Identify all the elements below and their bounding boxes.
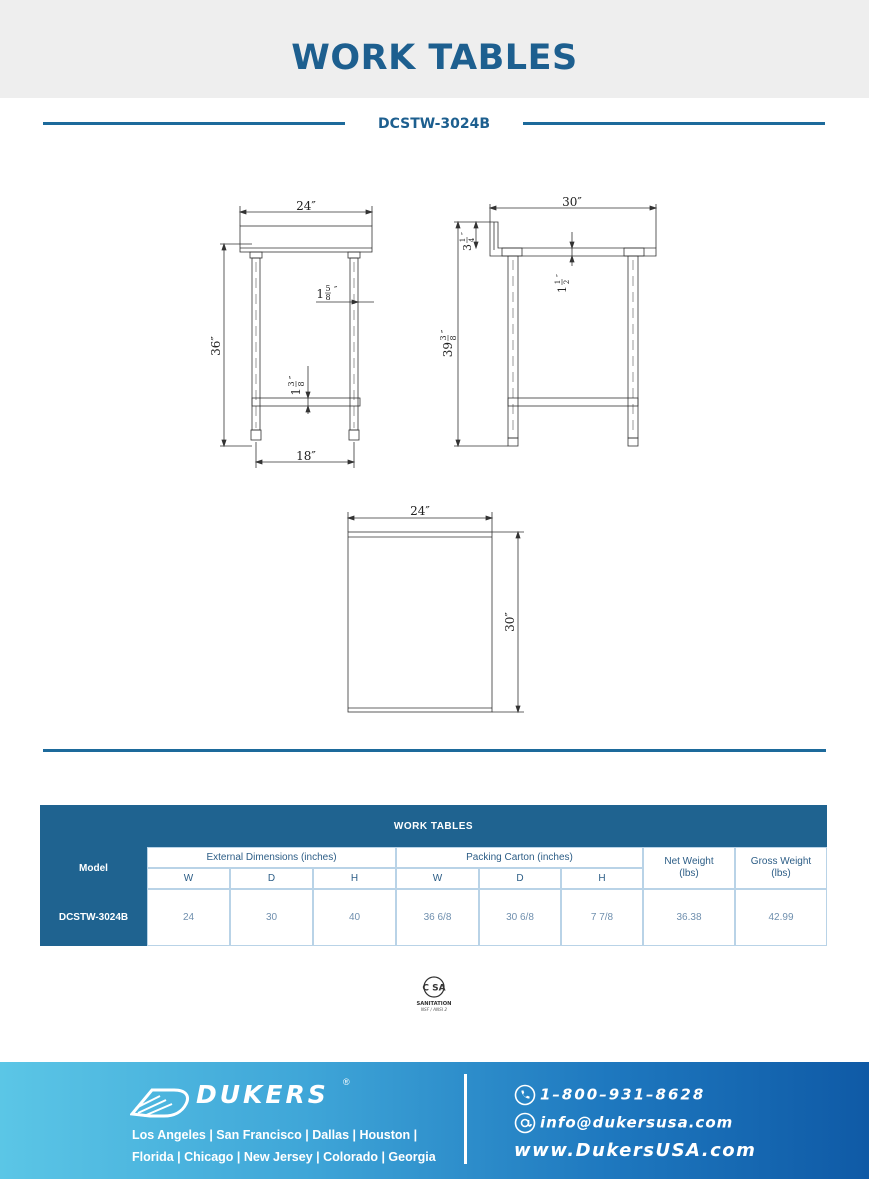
row-gross-weight: 42.99	[735, 889, 827, 946]
model-header: Model	[40, 847, 147, 889]
front-lower-dim-num: 3	[287, 381, 296, 387]
front-width-label: 24″	[296, 199, 316, 213]
side-height-whole: 39	[441, 342, 455, 358]
external-dimensions-header: External Dimensions (inches)	[147, 847, 396, 868]
footer-separator	[464, 1074, 467, 1164]
side-gap-num: 1	[554, 279, 562, 285]
page-title: WORK TABLES	[291, 38, 578, 78]
row-ext-d: 30	[230, 889, 313, 946]
phone-contact[interactable]	[514, 1084, 705, 1106]
front-upper-dim-num: 5	[325, 284, 331, 293]
front-height-label: 36″	[209, 336, 223, 356]
sub-header-ext-w: W	[147, 868, 230, 889]
sub-header-carton-d: D	[479, 868, 561, 889]
side-splash-unit: ″	[460, 232, 469, 235]
side-gap-den: 2	[563, 279, 571, 285]
packing-carton-header: Packing Carton (inches)	[396, 847, 643, 868]
section-divider	[43, 749, 826, 752]
email-address: info@dukersusa.com	[540, 1113, 734, 1132]
side-height-unit: ″	[441, 329, 451, 333]
side-splash-whole: 3	[461, 244, 474, 251]
row-ext-h: 40	[313, 889, 396, 946]
sub-header-carton-w: W	[396, 868, 479, 889]
top-depth-label: 30″	[503, 612, 517, 632]
front-leg-span-label: 18″	[296, 449, 316, 463]
side-gap-unit: ″	[555, 274, 564, 277]
side-gap-whole: 1	[556, 286, 569, 293]
net-weight-header: Net Weight (lbs)	[643, 847, 735, 889]
front-lower-dim-whole: 1	[289, 388, 303, 396]
spec-table	[40, 805, 827, 946]
side-splash-den: 4	[468, 237, 476, 243]
front-lower-dim-den: 8	[297, 381, 306, 387]
brand-name: DUKERS	[196, 1080, 329, 1109]
locations-line-1: Los Angeles | San Francisco | Dallas | Houston |	[132, 1128, 418, 1142]
front-lower-dim-unit: ″	[289, 375, 299, 379]
side-height-dim	[439, 329, 458, 357]
at-sign-icon	[514, 1112, 536, 1134]
registered-mark: ®	[343, 1077, 350, 1087]
row-net-weight: 36.38	[643, 889, 735, 946]
email-contact[interactable]	[514, 1112, 733, 1134]
row-carton-w: 36 6/8	[396, 889, 479, 946]
gross-weight-header: Gross Weight (lbs)	[735, 847, 827, 889]
front-upper-dim-unit: ″	[334, 286, 338, 296]
table-title: WORK TABLES	[40, 805, 827, 847]
cert-sub-label: NSF / ANSI 2	[420, 1007, 448, 1012]
side-height-den: 8	[449, 335, 458, 341]
cert-label: SANITATION	[416, 1001, 452, 1007]
website-link[interactable]: www.DukersUSA.com	[514, 1140, 757, 1161]
sub-header-carton-h: H	[561, 868, 643, 889]
sub-header-ext-d: D	[230, 868, 313, 889]
phone-number: 1–800–931–8628	[540, 1085, 706, 1104]
row-model: DCSTW-3024B	[40, 889, 147, 946]
side-gap-dim	[554, 274, 571, 293]
side-view-drawing	[454, 204, 656, 446]
cert-mark: C SA	[422, 983, 446, 994]
top-view-drawing	[348, 512, 524, 712]
sub-header-ext-h: H	[313, 868, 396, 889]
front-view-drawing	[220, 206, 374, 468]
row-carton-h: 7 7/8	[561, 889, 643, 946]
phone-icon	[514, 1084, 536, 1106]
top-width-label: 24″	[410, 504, 430, 518]
locations-line-2: Florida | Chicago | New Jersey | Colorado | Georgia	[132, 1150, 436, 1164]
row-ext-w: 24	[147, 889, 230, 946]
front-upper-dim-whole: 1	[316, 287, 324, 301]
side-depth-label: 30″	[562, 195, 582, 209]
csa-sanitation-logo	[416, 975, 452, 1013]
side-splash-num: 1	[459, 237, 467, 243]
side-height-num: 3	[439, 335, 448, 341]
footer	[0, 1062, 869, 1179]
front-lower-dim	[287, 375, 306, 396]
side-splash-dim	[459, 232, 476, 251]
model-heading: DCSTW-3024B	[377, 116, 491, 132]
row-carton-d: 30 6/8	[479, 889, 561, 946]
front-upper-dim-den: 8	[325, 293, 331, 302]
